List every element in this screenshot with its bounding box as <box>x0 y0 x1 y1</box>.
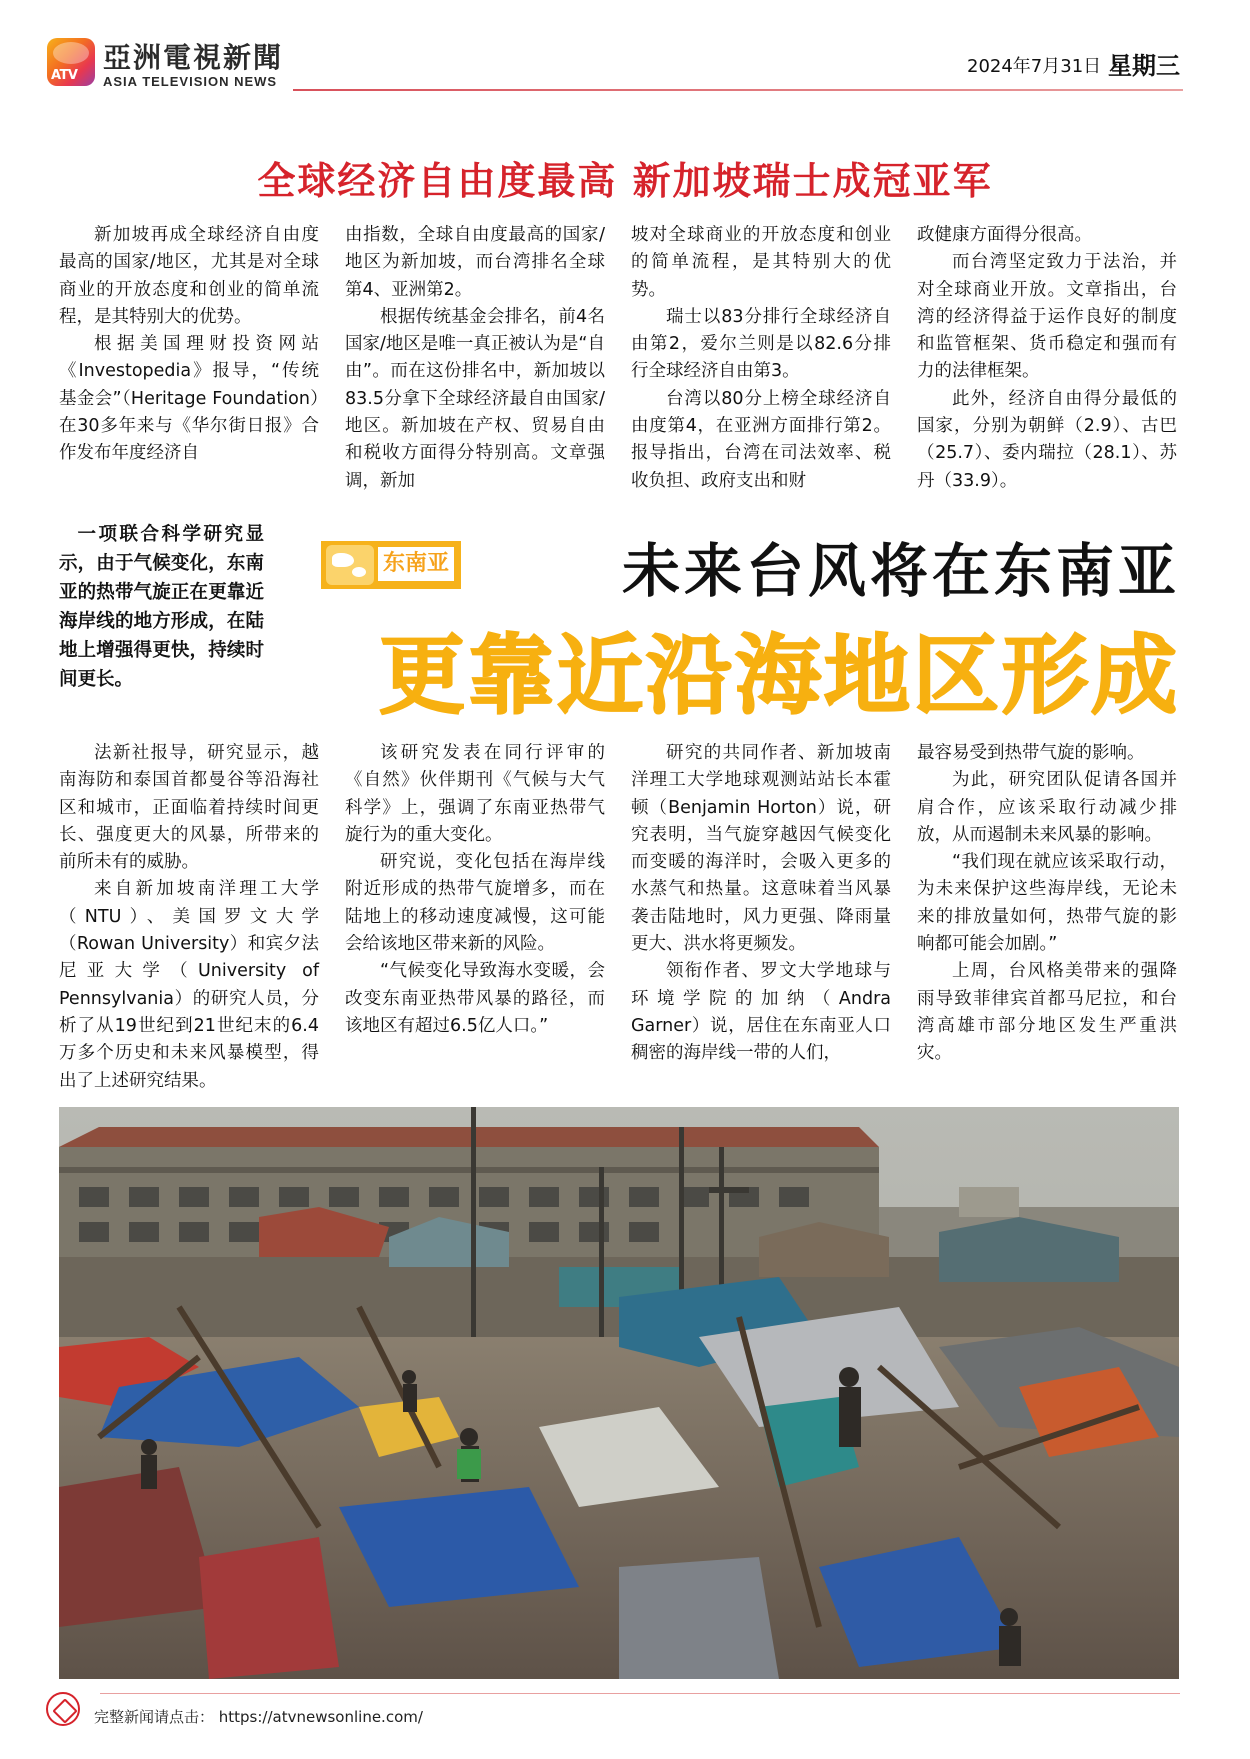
issue-date: 2024年7月31日 <box>967 56 1102 77</box>
paragraph: 台湾以80分上榜全球经济自由度第4，在亚洲方面排行第2。报导指出，台湾在司法效率、税收负担、政府支出和财 <box>631 388 891 491</box>
paragraph: 根据美国理财投资网站《Investopedia》报导，“传统基金会”（Heritage Foundation）在30多年来与《华尔街日报》合作发布年度经济自 <box>59 334 319 464</box>
article1-column-2 <box>345 222 605 495</box>
article2-column-1 <box>59 740 319 1095</box>
paragraph: 来自新加坡南洋理工大学（NTU）、美国罗文大学（Rowan University）和宾夕法尼亚大学（University of Pennsylvania）的研究人员，分析了从19世纪到21世纪末的6.4万多个历史和未来风暴模型，得出了上述研究结果。 <box>59 879 319 1091</box>
paragraph: 政健康方面得分很高。 <box>917 225 1092 245</box>
footer-divider <box>100 1693 1180 1694</box>
section-tag-label: 东南亚 <box>376 545 456 583</box>
issue-weekday: 星期三 <box>1108 52 1180 80</box>
paragraph: 此外，经济自由得分最低的国家，分别为朝鲜（2.9）、古巴（25.7）、委内瑞拉（28.1）、苏丹（33.9）。 <box>917 388 1177 491</box>
brand-name-english: ASIA TELEVISION NEWS <box>103 74 278 89</box>
paragraph: 研究说，变化包括在海岸线附近形成的热带气旋增多，而在陆地上的移动速度减慢，这可能会给该地区带来新的风险。 <box>345 852 605 955</box>
article2-headline-line2: 更靠近沿海地区形成 <box>379 626 1180 726</box>
header-divider <box>293 89 1183 91</box>
paragraph: 领衔作者、罗文大学地球与环境学院的加纳（Andra Garner）说，居住在东南亚人口稠密的海岸线一带的人们， <box>631 961 891 1064</box>
article1-column-3 <box>631 222 891 495</box>
article2-headline-line1: 未来台风将在东南亚 <box>621 537 1180 605</box>
logo-text: ATV <box>51 68 78 83</box>
atv-emblem-icon <box>46 1692 80 1726</box>
paragraph: 法新社报导，研究显示，越南海防和泰国首都曼谷等沿海社区和城市，正面临着持续时间更长、强度更大的风暴，所带来的前所未有的威胁。 <box>59 743 319 873</box>
southeast-asia-map-icon <box>326 545 374 585</box>
paragraph: 最容易受到热带气旋的影响。 <box>917 743 1145 763</box>
section-tag <box>321 541 461 589</box>
paragraph: 该研究发表在同行评审的《自然》伙伴期刊《气候与大气科学》上，强调了东南亚热带气旋行为的重大变化。 <box>345 743 605 845</box>
brand-name-chinese: 亞洲電視新聞 <box>103 41 284 74</box>
intro-text: 一项联合科学研究显示，由于气候变化，东南亚的热带气旋正在更靠近海岸线的地方形成，在陆地上增强得更快，持续时间更长。 <box>59 524 264 690</box>
paragraph: 上周，台风格美带来的强降雨导致菲律宾首都马尼拉，和台湾高雄市部分地区发生严重洪灾。 <box>917 961 1177 1064</box>
article2-column-4 <box>917 740 1177 1068</box>
paragraph: 根据传统基金会排名，前4名国家/地区是唯一真正被认为是“自由”。而在这份排名中，新加坡以83.5分拿下全球经济最自由国家/地区。新加坡在产权、贸易自由和税收方面得分特别高。文章强调，新加 <box>345 306 605 491</box>
paragraph: “气候变化导致海水变暖，会改变东南亚热带风暴的路径，而该地区有超过6.5亿人口。” <box>345 961 605 1036</box>
atv-logo <box>47 38 95 86</box>
article1-column-4 <box>917 222 1177 495</box>
storm-damage-photo <box>59 1107 1179 1679</box>
paragraph: 新加坡再成全球经济自由度最高的国家/地区，尤其是对全球商业的开放态度和创业的简单流程，是其特别大的优势。 <box>59 225 319 327</box>
article2-column-3 <box>631 740 891 1068</box>
paragraph: 瑞士以83分排行全球经济自由第2，爱尔兰则是以82.6分排行全球经济自由第3。 <box>631 306 891 382</box>
paragraph: 研究的共同作者、新加坡南洋理工大学地球观测站站长本霍顿（Benjamin Horton）说，研究表明，当气旋穿越因气候变化而变暖的海洋时，会吸入更多的水蒸气和热量。这意味着当风暴袭击陆地时，风力更强、降雨量更大、洪水将更频发。 <box>631 743 891 955</box>
paragraph: 由指数，全球自由度最高的国家/地区为新加坡，而台湾排名全球第4、亚洲第2。 <box>345 225 605 300</box>
paragraph: 为此，研究团队促请各国并肩合作，应该采取行动减少排放，从而遏制未来风暴的影响。 <box>917 770 1177 845</box>
paragraph: “我们现在就应该采取行动，为未来保护这些海岸线，无论未来的排放量如何，热带气旋的影响都可能会加剧。” <box>917 852 1177 955</box>
article1-headline: 全球经济自由度最高 新加坡瑞士成冠亚军 <box>257 159 993 203</box>
footer-link[interactable]: 完整新闻请点击： https://atvnewsonline.com/ <box>94 1708 423 1726</box>
paragraph: 而台湾坚定致力于法治，并对全球商业开放。文章指出，台湾的经济得益于运作良好的制度和监管框架、货币稳定和强而有力的法律框架。 <box>917 252 1177 382</box>
article2-intro <box>59 520 264 694</box>
article1-column-1 <box>59 222 319 468</box>
paragraph: 坡对全球商业的开放态度和创业的简单流程，是其特别大的优势。 <box>631 225 891 300</box>
article2-column-2 <box>345 740 605 1040</box>
